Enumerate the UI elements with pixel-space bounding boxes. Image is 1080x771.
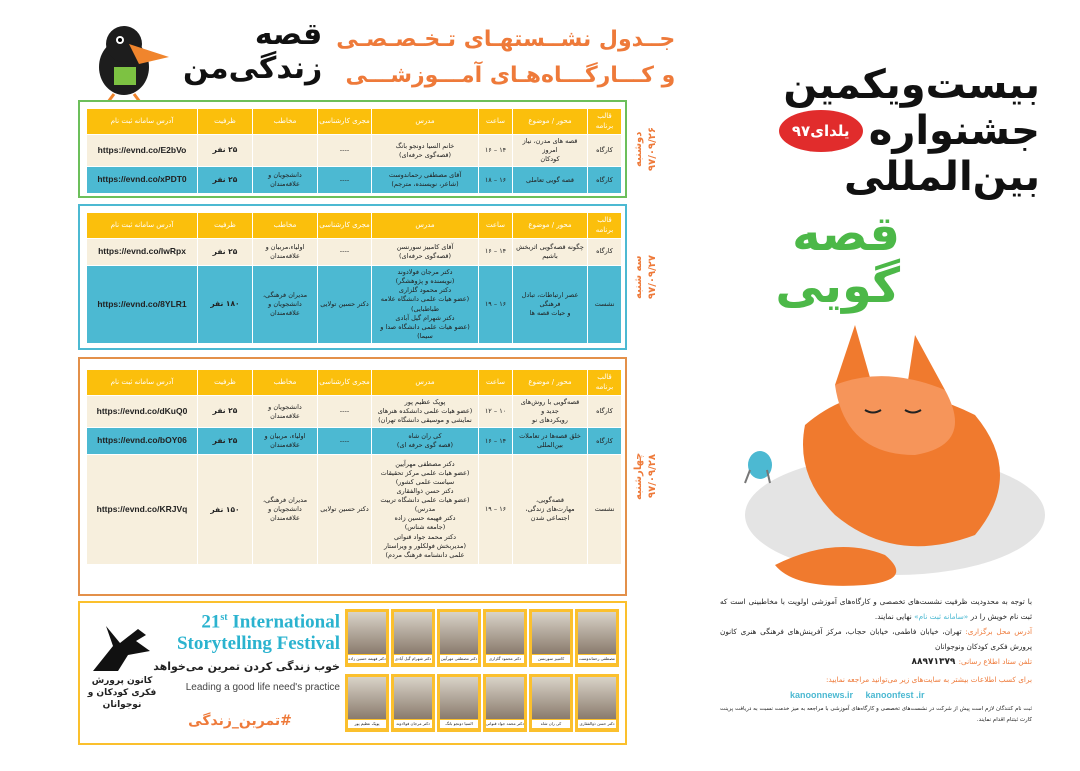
cell-host: ---- [318, 239, 372, 266]
cell-url[interactable]: https://evnd.co/KRJVq [87, 455, 198, 565]
cell-time: ۱۴ – ۱۶ [479, 239, 513, 266]
poster-green-line2: گویی [775, 258, 900, 314]
brand-title-line1: قصه [254, 17, 323, 52]
cell-topic: چگونه قصه‌گویی اثربخش باشیم [513, 239, 588, 266]
cell-teacher: آقای مصطفی رحماندوست (شاعر، نویسنده، مترجم) [372, 167, 479, 194]
cell-topic: قصه گویی تعاملی [513, 167, 588, 194]
speaker-photo [483, 609, 527, 667]
column-header: مخاطب [253, 109, 318, 135]
address-label: آدرس محل برگزاری: [965, 627, 1032, 636]
cell-capacity: ۲۵ نفر [198, 135, 253, 167]
column-header: مجری کارشناسی [318, 109, 372, 135]
speaker-portrait [348, 677, 386, 719]
speaker-portrait [348, 612, 386, 654]
speaker-portrait [532, 612, 570, 654]
page-title-line1: جــدول نشــستهـای تـخـصـصـی [336, 27, 676, 52]
speaker-portrait [440, 677, 478, 719]
festival-en-title [162, 607, 340, 655]
cell-url[interactable]: https://evnd.co/bOY06 [87, 428, 198, 455]
speaker-portrait [394, 677, 432, 719]
priority-text-end: نهایی نمایند. [874, 612, 915, 621]
column-header: ساعت [479, 213, 513, 239]
column-header: مدرس [372, 213, 479, 239]
cell-host: ---- [318, 135, 372, 167]
address-value: تهران، خیابان فاطمی، خیابان حجاب، مرکز آفرینش‌های فرهنگی هنری کانون پرورش فکری کودکان ونوجوانان [720, 627, 1032, 651]
table-header-row [87, 370, 622, 396]
festival-title-storytelling: Storytelling Festival [176, 633, 340, 655]
column-header: قالب برنامه [588, 213, 622, 239]
table-row [87, 428, 622, 455]
column-header: ظرفیت [198, 109, 253, 135]
cell-topic: قصه‌گویی با روش‌های جدید و رویکردهای نو [513, 396, 588, 428]
column-header: مدرس [372, 370, 479, 396]
speaker-photo [437, 674, 481, 732]
cell-teacher: خانم السیا دونجو بانگ (قصه‌گوی حرفه‌ای) [372, 135, 479, 167]
priority-text: با توجه به محدودیت ظرفیت نشست‌های تخصصی و کارگاه‌های آموزشی اولویت با مخاطبینی است که ثبت نام خویش را در [720, 597, 1032, 621]
registration-system-link[interactable]: «سامانه ثبت نام» [914, 612, 969, 621]
cell-time: ۱۴ – ۱۶ [479, 428, 513, 455]
cell-host: دکتر حسین تولایی [318, 266, 372, 344]
kanoon-logo-icon [88, 621, 158, 676]
table-row [87, 455, 622, 565]
column-header: مجری کارشناسی [318, 370, 372, 396]
cell-audience: مدیران فرهنگی، دانشجویان و علاقه‌مندان [253, 455, 318, 565]
cell-teacher: دکتر مصطفی مهرآیین (عضو هیات علمی مرکز تحقیقات سیاست علمی کشور) دکتر حسن ذوالفقاری (عضو هیات علمی دانشگاه تربیت مدرس) دکتر فهیمه حسین زاده (جامعه شناس) دکتر محمد جواد قنواتی (مدیربخش فولکلور و ویراستار علمی دانشنامه فرهنگ مردم) [372, 455, 479, 565]
date-label: ۹۷/۰۹/۲۸ [647, 454, 658, 499]
speaker-photo [575, 674, 619, 732]
day-schedule-box [78, 100, 627, 198]
schedule-table [86, 108, 622, 194]
table-row [87, 135, 622, 167]
schedule-table [86, 369, 622, 565]
site-kanoonnews-link[interactable]: kanoonnews.ir [790, 690, 854, 700]
table-header-row [87, 109, 622, 135]
festival-en-slogan: Leading a good life need's practice [185, 682, 340, 693]
cell-format: کارگاه [588, 396, 622, 428]
day-schedule-box [78, 204, 627, 350]
page-header [183, 18, 675, 94]
page-title [336, 18, 675, 94]
speaker-name: دکتر محمد جواد قنواتی [486, 721, 524, 726]
speaker-portrait [578, 677, 616, 719]
cell-host: ---- [318, 428, 372, 455]
speaker-name: کامبیز سورنسن [532, 655, 570, 663]
column-header: قالب برنامه [588, 370, 622, 396]
phone-value: ۸۸۹۷۱۳۷۹ [911, 657, 959, 667]
cell-url[interactable]: https://evnd.co/E2bVo [87, 135, 198, 167]
table-row [87, 239, 622, 266]
registration-note: ثبت نام کنندگان لازم است پیش از شرکت در نشست‌های تخصصی و کارگاه‌های آموزشی با مراجعه به میز خدمت نسبت به دریافت پرینت کارت ثبتنام اقدام نمایند. [720, 706, 1032, 723]
cell-time: ۱۴ – ۱۶ [479, 135, 513, 167]
cell-teacher: کی ران شاه (قصه گوی حرفه ای) [372, 428, 479, 455]
brand-title [183, 18, 322, 86]
schedule-table [86, 212, 622, 344]
cell-capacity: ۲۵ نفر [198, 428, 253, 455]
fox-illustration [715, 315, 1045, 590]
speaker-portrait [440, 612, 478, 654]
cell-capacity: ۲۵ نفر [198, 396, 253, 428]
cell-host: ---- [318, 167, 372, 194]
cell-audience: اولیاء،مربیان و علاقه‌مندان [253, 239, 318, 266]
cell-format: نشست [588, 455, 622, 565]
cell-audience: دانشجویان و علاقه‌مندان [253, 396, 318, 428]
speaker-portrait [532, 677, 570, 719]
cell-audience: مدیران فرهنگی، دانشجویان و علاقه‌مندان [253, 266, 318, 344]
column-header: آدرس سامانه ثبت نام [87, 370, 198, 396]
day-date-label [632, 357, 660, 596]
cell-capacity: ۱۵۰ نفر [198, 455, 253, 565]
cell-teacher: پوپک عظیم پور (عضو هیات علمی دانشکده هنرهای نمایشی و موسیقی دانشگاه تهران) [372, 396, 479, 428]
cell-audience: اولیاء، مربیان و علاقه‌مندان [253, 428, 318, 455]
cell-format: کارگاه [588, 135, 622, 167]
speaker-name: دکتر شهرام گیل آبادی [394, 656, 432, 661]
speaker-portrait [486, 612, 524, 654]
phone-label: تلفن ستاد اطلاع رسانی: [958, 657, 1032, 666]
poster-title-line3: بین‌المللی [843, 154, 1040, 200]
cell-url[interactable]: https://evnd.co/lwRpx [87, 239, 198, 266]
cell-topic: خلق قصه‌ها در تعاملات بین‌المللی [513, 428, 588, 455]
poster-green-line1: قصه [792, 206, 900, 262]
info-paragraph [720, 594, 1032, 670]
column-header: آدرس سامانه ثبت نام [87, 213, 198, 239]
speaker-photo [437, 609, 481, 667]
festival-edition-suffix: st [220, 612, 228, 623]
table-row [87, 167, 622, 194]
speaker-photo [391, 609, 435, 667]
cell-audience: دانشجویان و علاقه‌مندان [253, 167, 318, 194]
cell-time: ۱۶ – ۱۹ [479, 455, 513, 565]
poster-title-line2: جشنواره [868, 108, 1040, 154]
column-header: قالب برنامه [588, 109, 622, 135]
cell-capacity: ۲۵ نفر [198, 239, 253, 266]
cell-capacity: ۲۵ نفر [198, 167, 253, 194]
cell-teacher: آقای کامبیز سورنسن (قصه‌گوی حرفه‌ای) [372, 239, 479, 266]
speaker-name: دکتر مصطفی مهرآیین [440, 656, 478, 661]
speaker-portrait [578, 612, 616, 654]
weekday-label: سه شنبه [633, 255, 644, 299]
day-date-label [632, 100, 660, 198]
speaker-name: دکتر حسن ذوالفقاری [579, 721, 615, 726]
cell-host: دکتر حسین تولایی [318, 455, 372, 565]
column-header: مخاطب [253, 370, 318, 396]
speaker-name: السیا دونجو بانگ [440, 720, 478, 728]
crow-mascot-illustration [84, 22, 174, 102]
speaker-name: مصطفی رحماندوست [579, 656, 615, 661]
cell-teacher: دکتر مرجان فولادوند (نویسنده و پژوهشگر) دکتر محمود گلزاری (عضو هیات علمی دانشگاه علامه طباطبایی) دکتر شهرام گیل آبادی (عضو هیات علمی دانشگاه صدا و سیما) [372, 266, 479, 344]
cell-format: کارگاه [588, 428, 622, 455]
brand-title-line2: زندگی‌من [183, 51, 323, 86]
cell-capacity: ۱۸۰ نفر [198, 266, 253, 344]
speaker-name: کی ران شاه [532, 720, 570, 728]
speaker-photo [391, 674, 435, 732]
festival-fa-slogan: خوب زندگی کردن تمرین می‌خواهد [153, 660, 340, 673]
cell-format: کارگاه [588, 167, 622, 194]
website-links [720, 689, 1032, 702]
speaker-name: پوپک عظیم پور [348, 720, 386, 728]
cell-topic: عصر ارتباطات، تبادل فرهنگی و حیات قصه ها [513, 266, 588, 344]
cell-time: ۱۶ – ۱۸ [479, 167, 513, 194]
cell-time: ۱۶ – ۱۹ [479, 266, 513, 344]
column-header: ساعت [479, 109, 513, 135]
festival-title-international: International [227, 611, 340, 633]
poster-green-title [740, 208, 900, 312]
cell-url[interactable]: https://evnd.co/8YLR1 [87, 266, 198, 344]
cell-format: نشست [588, 266, 622, 344]
day-date-label [632, 204, 660, 350]
speaker-photo [345, 674, 389, 732]
cell-audience [253, 135, 318, 167]
poster-title-line2-row [740, 108, 1040, 154]
column-header: محور / موضوع [513, 213, 588, 239]
kanoon-logo-text: کانون پرورش فکری کودکان و نوجوانان [87, 676, 157, 710]
column-header: ظرفیت [198, 370, 253, 396]
page-title-line2: و کـــارگـــاه‌هـای آمـــوزشـــی [345, 63, 676, 88]
speaker-photo [529, 609, 573, 667]
festival-hashtag: #تمرین_زندگی [188, 713, 292, 729]
column-header: آدرس سامانه ثبت نام [87, 109, 198, 135]
speaker-portrait [486, 677, 524, 719]
column-header: مدرس [372, 109, 479, 135]
table-row [87, 396, 622, 428]
date-label: ۹۷/۰۹/۲۷ [647, 255, 658, 299]
info-section [720, 594, 1032, 726]
cell-topic: قصه‌گویی، مهارت‌های زندگی، اجتماعی شدن [513, 455, 588, 565]
festival-banner [78, 601, 627, 745]
speaker-name: دکتر فهیمه حسین زاده [348, 656, 386, 661]
speaker-name: دکتر مرجان فولادوند [394, 720, 432, 728]
column-header: مخاطب [253, 213, 318, 239]
table-row [87, 266, 622, 344]
cell-url[interactable]: https://evnd.co/xPDT0 [87, 167, 198, 194]
column-header: محور / موضوع [513, 370, 588, 396]
more-info-text: برای کسب اطلاعات بیشتر به سایت‌های زیر می‌توانید مراجعه نمایید: [825, 675, 1032, 684]
weekday-label: چهارشنبه [633, 452, 644, 501]
site-kanoonfest-link[interactable]: kanoonfest .ir [865, 690, 925, 700]
cell-url[interactable]: https://evnd.co/dKuQ0 [87, 396, 198, 428]
column-header: مجری کارشناسی [318, 213, 372, 239]
weekday-label: دوشنبه [633, 131, 644, 167]
speaker-name: دکتر محمود گلزاری [486, 655, 524, 663]
speaker-photo [483, 674, 527, 732]
speaker-portrait [394, 612, 432, 654]
date-label: ۹۷/۰۹/۲۶ [647, 127, 658, 171]
poster-title-line1: بیست‌ویکمین [783, 62, 1040, 108]
festival-edition: 21 [201, 611, 221, 633]
poster-title [740, 62, 1040, 200]
cell-format: کارگاه [588, 239, 622, 266]
cell-host: ---- [318, 396, 372, 428]
column-header: ساعت [479, 370, 513, 396]
speaker-photo [529, 674, 573, 732]
column-header: ظرفیت [198, 213, 253, 239]
speaker-photo [575, 609, 619, 667]
cell-topic: قصه های مدرن، نیاز امروز کودکان [513, 135, 588, 167]
cell-time: ۱۰ – ۱۲ [479, 396, 513, 428]
yalda-badge: یلدای۹۷ [779, 110, 863, 152]
day-schedule-box [78, 357, 627, 596]
table-header-row [87, 213, 622, 239]
column-header: محور / موضوع [513, 109, 588, 135]
speaker-photo [345, 609, 389, 667]
